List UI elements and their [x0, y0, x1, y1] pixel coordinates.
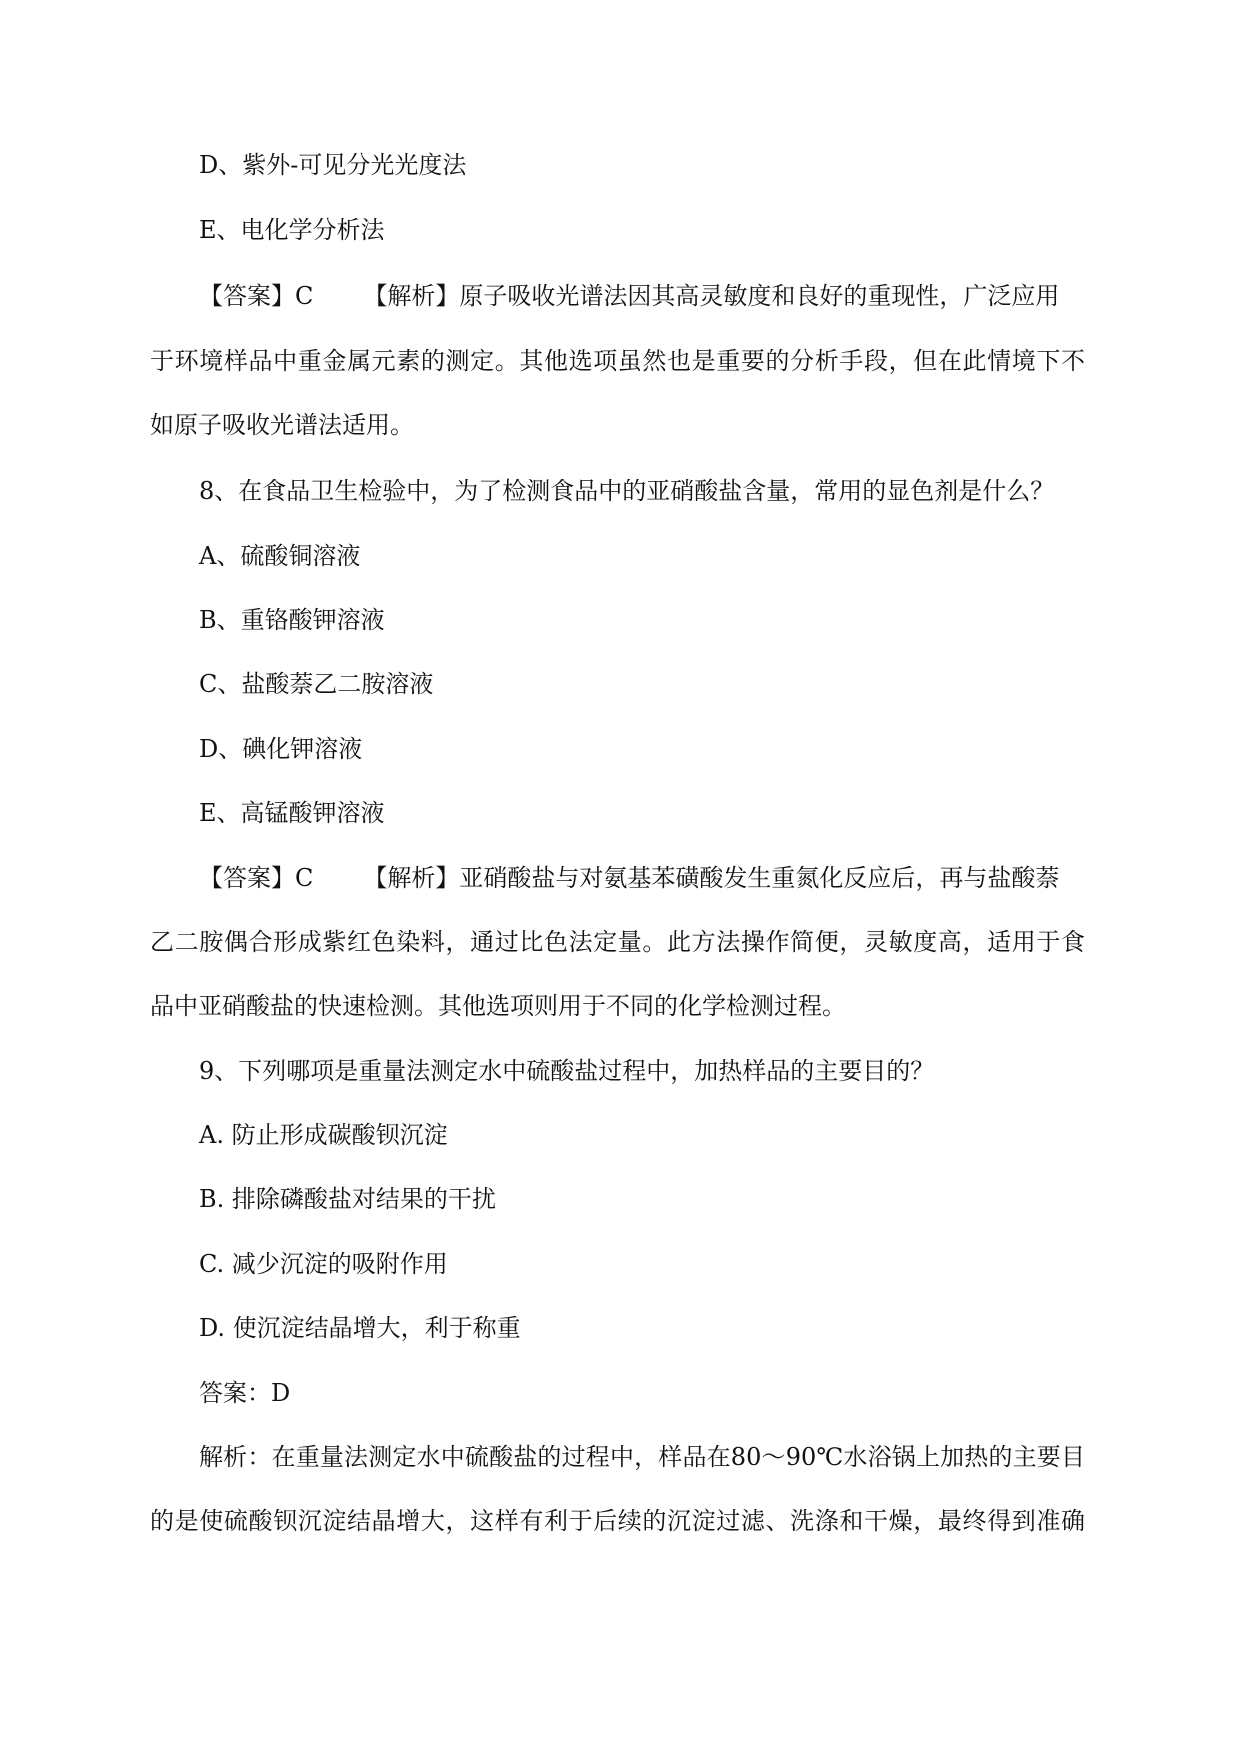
q8-option-c: C、盐酸萘乙二胺溶液: [199, 670, 434, 698]
q9-analysis-text-2: 的是使硫酸钡沉淀结晶增大，这样有利于后续的沉淀过滤、洗涤和干燥，最终得到准确: [150, 1507, 1085, 1535]
q7-answer-line: [199, 280, 1059, 312]
q8-analysis-tag: 【解析】: [363, 864, 460, 892]
q8-analysis-text-1: 亚硝酸盐与对氨基苯磺酸发生重氮化反应后，再与盐酸萘: [459, 864, 1060, 892]
q9-option-a: A. 防止形成碳酸钡沉淀: [199, 1121, 448, 1149]
q7-analysis-text-2: 于环境样品中重金属元素的测定。其他选项虽然也是重要的分析手段，但在此情境下不: [150, 347, 1085, 375]
q9-question: 9、下列哪项是重量法测定水中硫酸盐过程中，加热样品的主要目的？: [199, 1057, 935, 1085]
q7-option-d: D、紫外-可见分光光度法: [199, 151, 467, 179]
q7-answer-tag: 【答案】C: [199, 282, 314, 310]
q8-analysis-text-3: 品中亚硝酸盐的快速检测。其他选项则用于不同的化学检测过程。: [150, 992, 846, 1020]
q8-option-b: B、重铬酸钾溶液: [199, 606, 385, 634]
q7-analysis-tag: 【解析】: [363, 282, 460, 310]
q9-option-d: D. 使沉淀结晶增大，利于称重: [199, 1314, 521, 1342]
q9-option-c: C. 减少沉淀的吸附作用: [199, 1250, 448, 1278]
q7-analysis-text-3: 如原子吸收光谱法适用。: [150, 411, 414, 439]
q8-option-a: A、硫酸铜溶液: [199, 542, 361, 570]
q7-analysis-text-1: 原子吸收光谱法因其高灵敏度和良好的重现性，广泛应用: [459, 282, 1060, 310]
q8-option-e: E、高锰酸钾溶液: [199, 799, 385, 827]
q8-question: 8、在食品卫生检验中，为了检测食品中的亚硝酸盐含量，常用的显色剂是什么？: [199, 477, 1055, 505]
q8-analysis-text-2: 乙二胺偶合形成紫红色染料，通过比色法定量。此方法操作简便，灵敏度高，适用于食: [150, 928, 1085, 956]
q7-option-e: E、电化学分析法: [199, 216, 385, 244]
q8-option-d: D、碘化钾溶液: [199, 735, 363, 763]
q9-answer: 答案：D: [199, 1379, 291, 1407]
q9-analysis-text-1: 解析：在重量法测定水中硫酸盐的过程中，样品在80～90℃水浴锅上加热的主要目: [199, 1443, 1085, 1471]
q9-option-b: B. 排除磷酸盐对结果的干扰: [199, 1185, 496, 1213]
q8-answer-tag: 【答案】C: [199, 864, 314, 892]
q8-answer-line: [199, 862, 1059, 894]
